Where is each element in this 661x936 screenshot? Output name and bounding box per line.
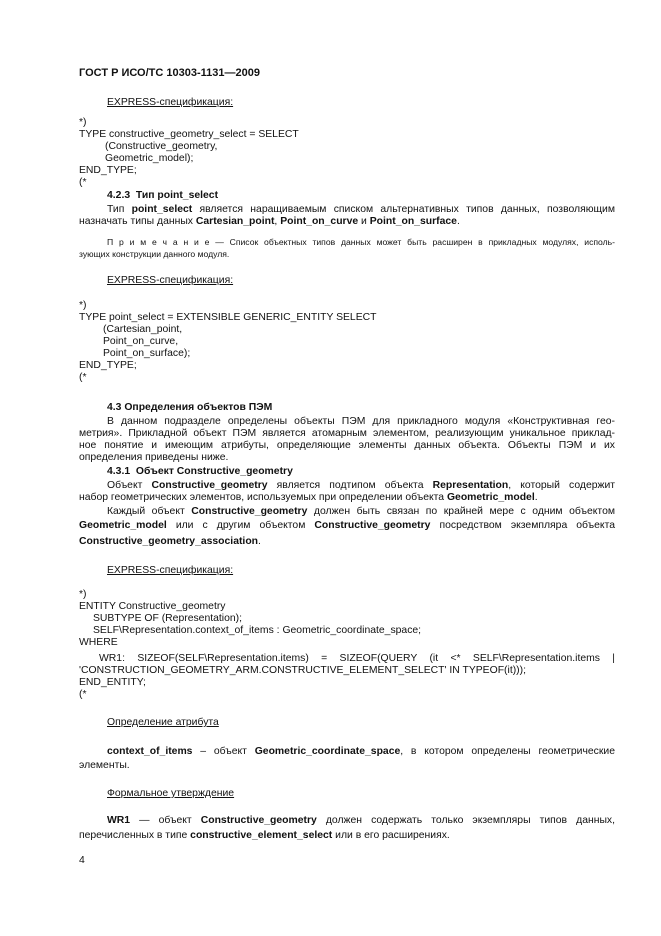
paragraph-line: набор геометрических элементов, используемых при определении объекта Geometric_model. [79,492,538,503]
paragraph-line: Geometric_model или с другим объектом Constructive_geometry посредством экземпляра объекта [79,520,616,531]
code-line: (* [79,372,87,383]
express-spec-label: EXPRESS-спецификация: [107,565,234,576]
formal-statement-label: Формальное утверждение [107,788,235,799]
code-line: ENTITY Constructive_geometry [79,601,226,612]
paragraph-line: Объект Constructive_geometry является подтипом объекта Representation, который содержит [107,480,616,491]
paragraph-line: Constructive_geometry_association. [79,536,261,547]
code-line: (* [79,177,87,188]
code-line: SELF\Representation.context_of_items : Geometric_coordinate_space; [93,625,422,636]
code-line: END_ENTITY; [79,677,146,688]
code-line: TYPE constructive_geometry_select = SELECT [79,129,299,140]
paragraph-line: ное понятие и имеющим атрибуты, определяющие элементы данных объекта. Объекты ПЭМ и их [79,440,615,451]
section-heading: 4.3.1 Объект Constructive_geometry [107,466,293,477]
code-line: Point_on_curve, [103,336,179,347]
paragraph-line: метрия». Прикладной объект ПЭМ является атомарным элементом, реализующим уникальное приклад- [79,428,615,439]
code-line: Point_on_surface); [103,348,191,359]
code-line: 'CONSTRUCTION_GEOMETRY_ARM.CONSTRUCTIVE_ELEMENT_SELECT' IN TYPEOF(it))); [79,665,526,676]
attribute-definition-label: Определение атрибута [107,717,219,728]
paragraph-line: context_of_items – объект Geometric_coordinate_space, в котором определены геометрические [107,746,615,757]
code-line: *) [79,117,87,128]
paragraph-line: WR1 — объект Constructive_geometry должен содержать только экземпляры типов данных, [107,815,615,826]
code-line: WHERE [79,637,118,648]
section-heading: 4.3 Определения объектов ПЭМ [107,402,273,413]
note-line: П р и м е ч а н и е — Список объектных типов данных может быть расширен в прикладных модулях, исполь- [107,237,615,247]
paragraph-line: элементы. [79,760,130,771]
paragraph-line: определения приведены ниже. [79,452,229,463]
code-line: (Constructive_geometry, [105,141,218,152]
code-line: (* [79,689,87,700]
page-title: ГОСТ Р ИСО/ТС 10303-1131—2009 [79,67,260,79]
code-line: WR1: SIZEOF(SELF\Representation.items) = SIZEOF(QUERY (it <* SELF\Representation.items | [99,653,615,664]
code-line: END_TYPE; [79,360,137,371]
code-line: *) [79,300,87,311]
code-line: TYPE point_select = EXTENSIBLE GENERIC_ENTITY SELECT [79,312,377,323]
code-line: (Cartesian_point, [103,324,183,335]
paragraph-line: перечисленных в типе constructive_element_select или в его расширениях. [79,830,450,841]
code-line: SUBTYPE OF (Representation); [93,613,242,624]
note-line: зующих конструкции данного модуля. [79,249,230,259]
express-spec-label: EXPRESS-спецификация: [107,97,234,108]
code-line: Geometric_model); [105,153,194,164]
page-number: 4 [79,855,85,866]
code-line: END_TYPE; [79,165,137,176]
paragraph-line: назначать типы данных Cartesian_point, Point_on_curve и Point_on_surface. [79,216,460,227]
paragraph-line: Каждый объект Constructive_geometry должен быть связан по крайней мере с одним объектом [107,506,615,517]
paragraph-line: В данном подразделе определены объекты ПЭМ для прикладного модуля «Конструктивная гео- [107,416,615,427]
section-heading: 4.2.3 Тип point_select [107,190,219,201]
paragraph-line: Тип point_select является наращиваемым списком альтернативных типов данных, позволяющим [107,204,615,215]
express-spec-label: EXPRESS-спецификация: [107,275,234,286]
code-line: *) [79,589,87,600]
